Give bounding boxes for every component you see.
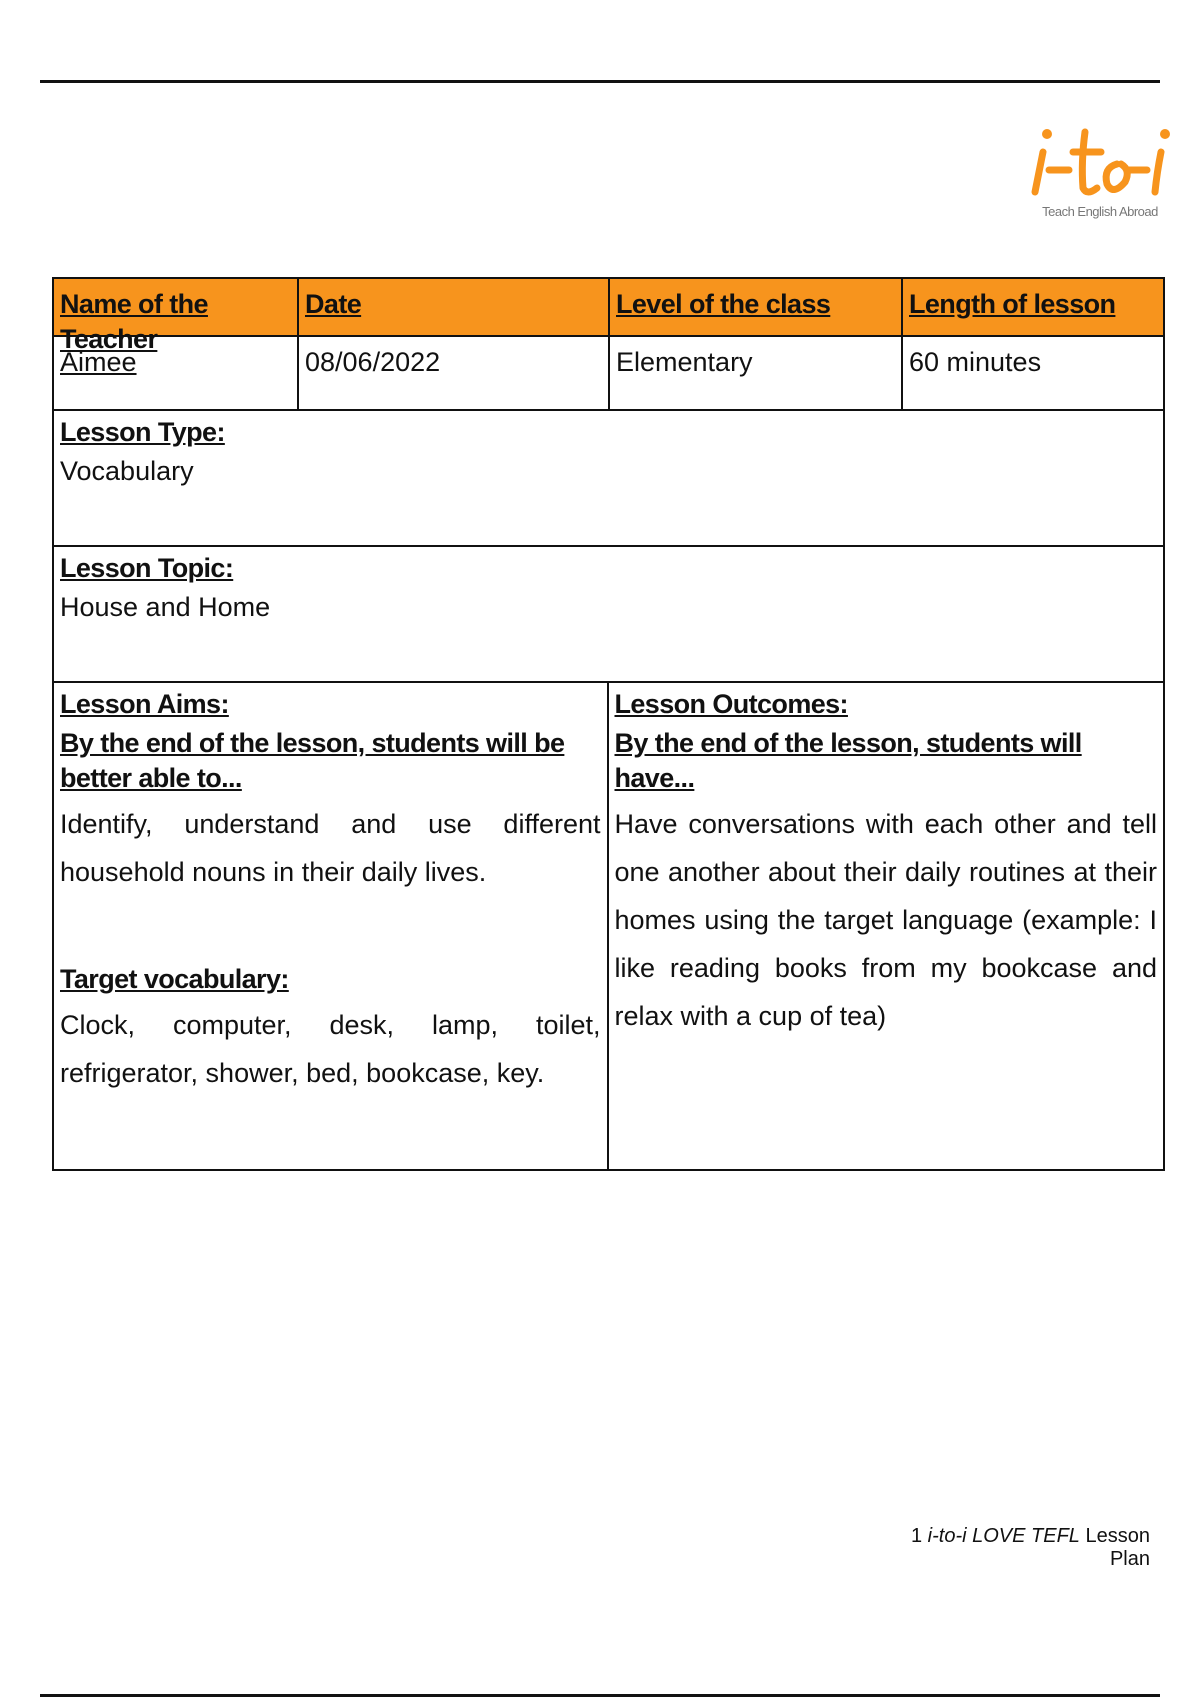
lesson-outcomes-text: Have conversations with each other and tell one another about their daily routines at their homes using the target language (example: I like reading books from my bookcase and relax with a cup of tea) (614, 809, 1157, 1032)
target-vocabulary-label: Target vocabulary: (60, 964, 289, 995)
lesson-topic-cell (54, 547, 1163, 681)
header-row (54, 279, 1163, 355)
lesson-outcomes-cell (609, 683, 1164, 1169)
lesson-type-cell (54, 411, 1163, 545)
header-length: Length of lesson (903, 279, 1163, 335)
header-teacher: Name of the Teacher (54, 279, 299, 335)
footer-doc-title: Lesson Plan (1085, 1525, 1150, 1570)
logo-tagline: Teach English Abroad (1042, 204, 1158, 219)
lesson-aims-label: Lesson Aims: (60, 689, 229, 719)
footer-brand: i-to-i LOVE TEFL (927, 1525, 1080, 1547)
lesson-topic-label: Lesson Topic: (60, 553, 234, 583)
i-to-i-logo (1025, 112, 1175, 227)
lesson-aims-subheading: By the end of the lesson, students will be better able to... (60, 728, 565, 794)
header-date: Date (299, 279, 610, 335)
lesson-type-label: Lesson Type: (60, 417, 225, 447)
aims-outcomes-row (54, 683, 1163, 1169)
lesson-aims-text: Identify, understand and use different household nouns in their daily lives. (60, 809, 601, 888)
page-number: 1 (910, 1525, 923, 1547)
values-row (54, 337, 1163, 411)
i-to-i-logo-icon (1025, 112, 1175, 202)
target-vocabulary-list: Clock, computer, desk, lamp, toilet, refrigerator, shower, bed, bookcase, key. (60, 1010, 601, 1089)
lesson-type-value: Vocabulary (60, 456, 194, 487)
lesson-plan-table (52, 277, 1165, 1171)
lesson-length: 60 minutes (909, 347, 1042, 377)
page-footer (900, 1525, 1150, 1571)
header-level: Level of the class (610, 279, 903, 335)
class-level: Elementary (610, 337, 903, 409)
lesson-type-row (54, 411, 1163, 547)
teacher-name: Aimee (54, 337, 299, 409)
lesson-aims-cell (54, 683, 609, 1169)
lesson-outcomes-label: Lesson Outcomes: (614, 689, 848, 719)
bottom-rule (40, 1694, 1160, 1697)
lesson-topic-value: House and Home (60, 592, 271, 623)
lesson-outcomes-subheading: By the end of the lesson, students will have... (614, 728, 1082, 794)
lesson-topic-row (54, 547, 1163, 683)
top-rule (40, 80, 1160, 83)
lesson-date: 08/06/2022 (299, 337, 610, 409)
